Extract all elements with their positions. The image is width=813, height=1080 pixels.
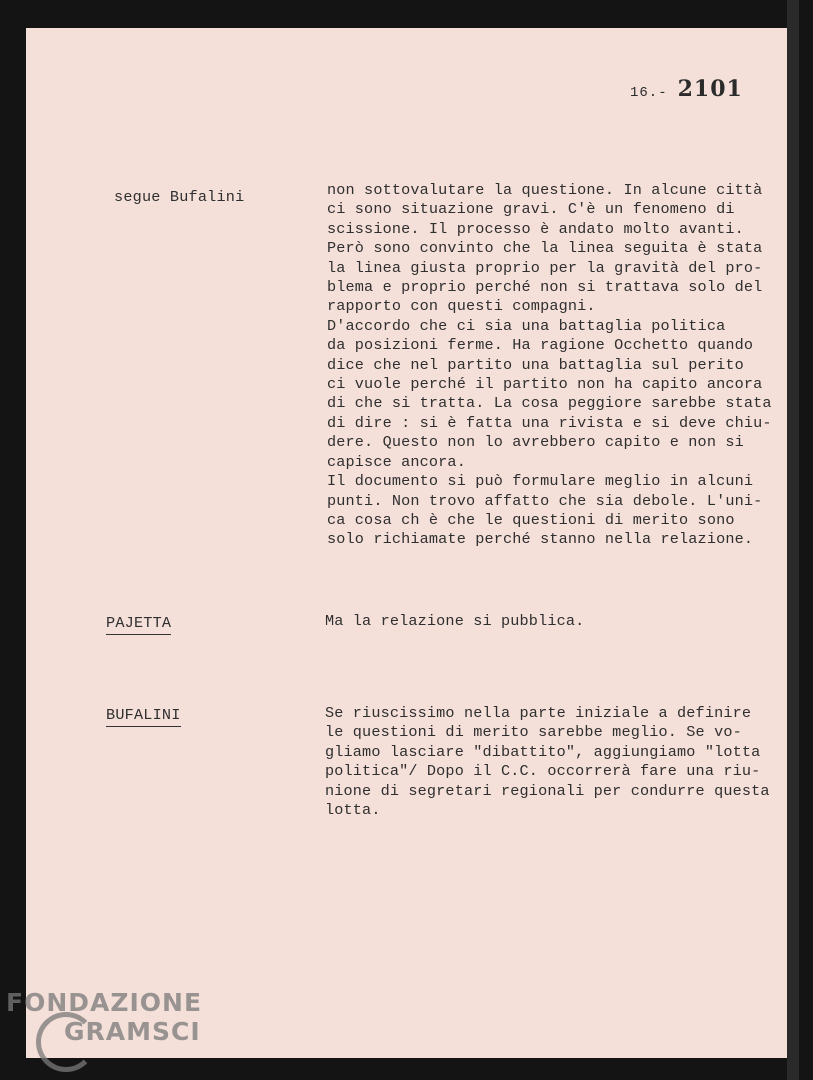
speech-line: gliamo lasciare "dibattito", aggiungiamo "lotta [325, 742, 761, 761]
speech-line: ci sono situazione gravi. C'è un fenomeno di [327, 200, 735, 219]
speech-line: punti. Non trovo affatto che sia debole. L'uni- [327, 491, 763, 510]
speech-line: rapporto con questi compagni. [327, 297, 596, 316]
page-number [630, 76, 743, 102]
speech-line: solo richiamate perché stanno nella relazione. [327, 530, 754, 549]
watermark-line2: GRAMSCI [64, 1017, 201, 1046]
speech-line: Ma la relazione si pubblica. [325, 612, 585, 630]
speech-line: nione di segretari regionali per condurre questa [325, 781, 770, 800]
speech-block [325, 704, 790, 820]
speech-line: lotta. [325, 801, 381, 820]
speech-line: da posizioni ferme. Ha ragione Occhetto quando [327, 336, 754, 355]
speech-line: di dire : si è fatta una rivista e si deve chiu- [327, 413, 772, 432]
archive-watermark [6, 990, 202, 1044]
speech-line: scissione. Il processo è andato molto avanti. [327, 219, 744, 238]
speech-line: Se riuscissimo nella parte iniziale a definire [325, 704, 752, 722]
speech-line: capisce ancora. [327, 452, 466, 471]
page-number-prefix: 16.- [630, 85, 668, 101]
speech-line: dice che nel partito una battaglia sul perito [327, 355, 744, 374]
speech-line: le questioni di merito sarebbe meglio. Se vo- [325, 723, 742, 742]
page-number-value: 2101 [677, 76, 743, 102]
speaker-label: PAJETTA [106, 614, 171, 635]
speech-line: di che si tratta. La cosa peggiore sarebbe stata [327, 394, 772, 413]
speaker-label: BUFALINI [106, 706, 181, 727]
speech-line: Però sono convinto che la linea seguita è stata [327, 239, 763, 258]
speech-block [327, 181, 792, 550]
speech-line: ca cosa ch è che le questioni di merito sono [327, 510, 735, 529]
speech-line: Il documento si può formulare meglio in alcuni [327, 472, 754, 491]
speech-line: blema e proprio perché non si trattava solo del [327, 278, 763, 297]
speech-line: dere. Questo non lo avrebbero capito e non si [327, 433, 744, 452]
speech-line: la linea giusta proprio per la gravità del pro- [327, 258, 763, 277]
speech-line: D'accordo che ci sia una battaglia politica [327, 316, 726, 335]
speech-line: non sottovalutare la questione. In alcune città [327, 181, 763, 199]
speaker-label: segue Bufalini [114, 188, 245, 206]
watermark-line1: FONDAZIONE [6, 988, 203, 1017]
watermark-logo-icon [36, 1012, 96, 1072]
speech-line: ci vuole perché il partito non ha capito ancora [327, 375, 763, 394]
speech-line: politica"/ Dopo il C.C. occorrerà fare una riu- [325, 762, 761, 781]
speech-block [325, 612, 790, 631]
